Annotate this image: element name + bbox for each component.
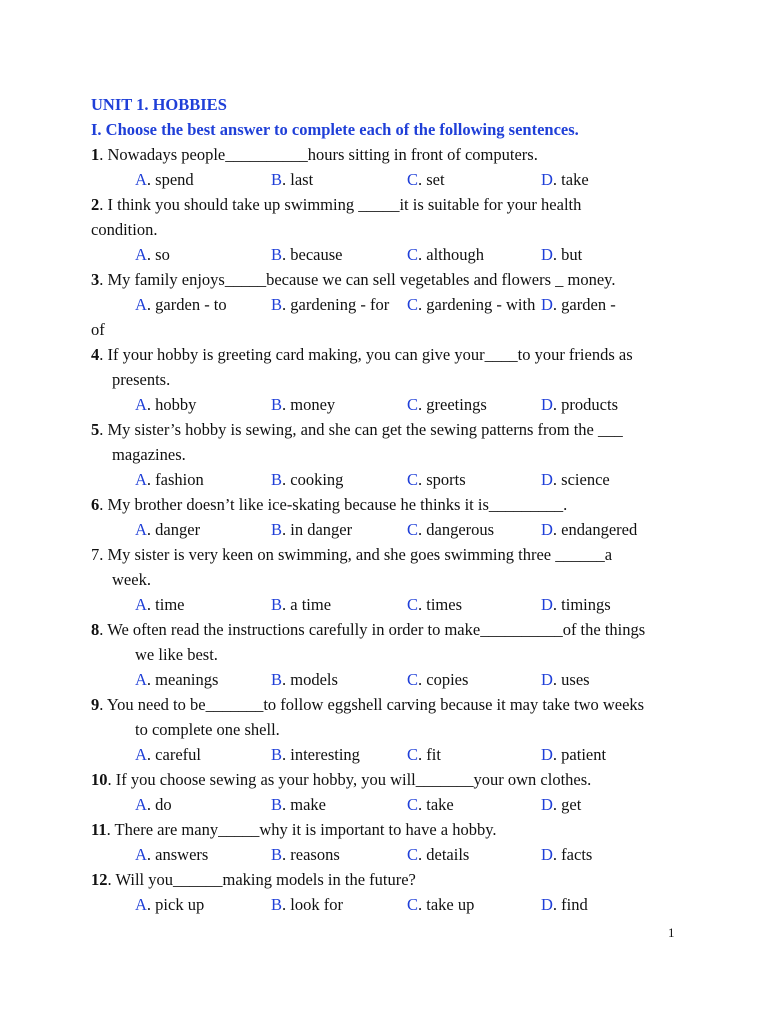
option-text: . set xyxy=(418,170,445,189)
option-d[interactable] xyxy=(541,292,616,317)
option-text: . fashion xyxy=(146,470,204,489)
question-stem xyxy=(0,267,768,292)
question-text xyxy=(91,817,497,842)
option-a[interactable] xyxy=(135,667,218,692)
question-sentence: . We often read the instructions carefully in order to make__________of the things xyxy=(99,620,646,639)
answer-options xyxy=(0,592,768,617)
answer-options xyxy=(0,242,768,267)
question-text xyxy=(91,617,645,642)
option-letter: C xyxy=(407,295,419,314)
question-continuation: presents. xyxy=(112,370,171,389)
question-number: 4 xyxy=(91,345,100,364)
option-text: . interesting xyxy=(282,745,360,764)
option-text: . find xyxy=(552,895,588,914)
option-continuation: of xyxy=(91,320,105,339)
option-text: . greetings xyxy=(418,395,487,414)
option-letter: C xyxy=(407,245,419,264)
question-stem xyxy=(0,542,768,567)
option-d[interactable] xyxy=(541,467,610,492)
question-sentence: . If you choose sewing as your hobby, you will_______your own clothes. xyxy=(107,770,592,789)
question-stem-continued xyxy=(0,442,768,467)
question-text xyxy=(91,867,416,892)
option-a[interactable] xyxy=(135,842,208,867)
option-b[interactable] xyxy=(271,892,343,917)
option-b[interactable] xyxy=(271,292,389,317)
option-a[interactable] xyxy=(135,292,227,317)
option-d[interactable] xyxy=(541,667,590,692)
option-d[interactable] xyxy=(541,742,606,767)
option-text: . products xyxy=(552,395,618,414)
option-letter: B xyxy=(271,395,283,414)
option-text: . pick up xyxy=(146,895,205,914)
option-d[interactable] xyxy=(541,892,588,917)
option-text: . reasons xyxy=(282,845,340,864)
option-b[interactable] xyxy=(271,517,352,542)
unit-title: UNIT 1. HOBBIES xyxy=(91,95,227,114)
section-title: I. Choose the best answer to complete each of the following sentences. xyxy=(91,120,579,139)
option-letter: D xyxy=(541,470,553,489)
option-text: . hobby xyxy=(146,395,197,414)
option-letter: A xyxy=(135,470,147,489)
question-number: 7 xyxy=(91,545,100,564)
option-text: . times xyxy=(418,595,463,614)
option-b[interactable] xyxy=(271,467,343,492)
option-b[interactable] xyxy=(271,392,335,417)
option-letter: D xyxy=(541,395,553,414)
question-stem xyxy=(0,192,768,217)
option-letter: D xyxy=(541,745,553,764)
option-text: . in danger xyxy=(282,520,353,539)
option-c[interactable] xyxy=(407,842,469,867)
question-number: 9 xyxy=(91,695,100,714)
option-text: . patient xyxy=(552,745,607,764)
option-letter: A xyxy=(135,795,147,814)
option-c[interactable] xyxy=(407,667,468,692)
option-a[interactable] xyxy=(135,467,204,492)
option-letter: A xyxy=(135,170,147,189)
option-letter: C xyxy=(407,520,419,539)
option-letter: D xyxy=(541,670,553,689)
option-b[interactable] xyxy=(271,742,360,767)
option-b[interactable] xyxy=(271,592,331,617)
option-b[interactable] xyxy=(271,167,313,192)
question-sentence: . Will you______making models in the future? xyxy=(107,870,416,889)
question-text xyxy=(91,192,581,217)
option-text: . make xyxy=(282,795,326,814)
option-d[interactable] xyxy=(541,792,581,817)
option-d[interactable] xyxy=(541,842,592,867)
option-letter: C xyxy=(407,470,419,489)
question-sentence: . Nowadays people__________hours sitting in front of computers. xyxy=(99,145,538,164)
option-text: . although xyxy=(418,245,485,264)
option-text: . uses xyxy=(552,670,590,689)
option-a[interactable] xyxy=(135,392,196,417)
option-letter: A xyxy=(135,595,147,614)
question-sentence: . My brother doesn’t like ice-skating because he thinks it is_________. xyxy=(99,495,568,514)
option-text: . time xyxy=(146,595,185,614)
question-text xyxy=(91,492,567,517)
question-continuation: condition. xyxy=(91,220,158,239)
question-sentence: . There are many_____why it is important to have a hobby. xyxy=(106,820,497,839)
option-d[interactable] xyxy=(541,167,589,192)
option-letter: A xyxy=(135,245,147,264)
option-text: . last xyxy=(282,170,314,189)
option-letter: C xyxy=(407,895,419,914)
question-number: 11 xyxy=(91,820,107,839)
option-a[interactable] xyxy=(135,517,200,542)
option-text: . dangerous xyxy=(418,520,495,539)
option-text: . garden - to xyxy=(146,295,227,314)
option-text: . a time xyxy=(282,595,332,614)
option-text: . take up xyxy=(418,895,475,914)
answer-options xyxy=(0,392,768,417)
question-text xyxy=(91,767,591,792)
option-letter: C xyxy=(407,845,419,864)
option-letter: D xyxy=(541,170,553,189)
answer-options xyxy=(0,792,768,817)
option-b[interactable] xyxy=(271,842,340,867)
option-c[interactable] xyxy=(407,167,445,192)
question-stem-continued xyxy=(0,217,768,242)
question-sentence: . My family enjoys_____because we can sell vegetables and flowers _ money. xyxy=(99,270,616,289)
question-text xyxy=(91,692,644,717)
question-stem-continued xyxy=(0,367,768,392)
question-sentence: . My sister is very keen on swimming, and she goes swimming three ______a xyxy=(99,545,613,564)
question-number: 6 xyxy=(91,495,100,514)
question-stem xyxy=(0,142,768,167)
option-letter: B xyxy=(271,595,283,614)
option-letter: C xyxy=(407,795,419,814)
option-text: . gardening - with xyxy=(418,295,536,314)
option-text: . look for xyxy=(282,895,343,914)
option-a[interactable] xyxy=(135,592,185,617)
question-number: 8 xyxy=(91,620,100,639)
option-c[interactable] xyxy=(407,517,494,542)
page-number: 1 xyxy=(668,925,675,940)
option-text: . spend xyxy=(146,170,194,189)
option-letter: C xyxy=(407,395,419,414)
option-a[interactable] xyxy=(135,742,201,767)
option-letter: B xyxy=(271,170,283,189)
question-stem-continued xyxy=(0,717,768,742)
option-text: . details xyxy=(418,845,470,864)
question-number: 12 xyxy=(91,870,108,889)
option-text: . cooking xyxy=(282,470,344,489)
option-text: . careful xyxy=(146,745,201,764)
option-c[interactable] xyxy=(407,742,441,767)
question-continuation: week. xyxy=(112,570,151,589)
option-a[interactable] xyxy=(135,792,172,817)
question-number: 1 xyxy=(91,145,100,164)
question-number: 5 xyxy=(91,420,100,439)
option-text: . models xyxy=(282,670,338,689)
option-letter: B xyxy=(271,745,283,764)
option-letter: A xyxy=(135,520,147,539)
question-stem-continued xyxy=(0,642,768,667)
option-text: . answers xyxy=(146,845,209,864)
option-text: . but xyxy=(552,245,583,264)
question-text xyxy=(91,417,623,442)
question-text xyxy=(91,542,612,567)
answer-options xyxy=(0,667,768,692)
option-letter: B xyxy=(271,845,283,864)
option-c[interactable] xyxy=(407,392,487,417)
question-text xyxy=(91,142,538,167)
answer-options xyxy=(0,742,768,767)
question-stem xyxy=(0,617,768,642)
question-text xyxy=(91,267,616,292)
option-text: . meanings xyxy=(146,670,219,689)
option-text: . do xyxy=(146,795,172,814)
option-text: . gardening - for xyxy=(282,295,390,314)
option-d[interactable] xyxy=(541,242,582,267)
option-continuation-line xyxy=(0,317,768,342)
option-letter: B xyxy=(271,245,283,264)
option-letter: A xyxy=(135,845,147,864)
option-letter: B xyxy=(271,470,283,489)
option-d[interactable] xyxy=(541,592,611,617)
answer-options xyxy=(0,892,768,917)
option-b[interactable] xyxy=(271,242,342,267)
question-stem-continued xyxy=(0,567,768,592)
answer-options xyxy=(0,167,768,192)
question-sentence: . I think you should take up swimming _____it is suitable for your health xyxy=(99,195,582,214)
option-letter: A xyxy=(135,745,147,764)
option-c[interactable] xyxy=(407,892,474,917)
option-c[interactable] xyxy=(407,292,535,317)
question-stem xyxy=(0,692,768,717)
option-b[interactable] xyxy=(271,667,338,692)
option-letter: A xyxy=(135,895,147,914)
question-stem xyxy=(0,417,768,442)
option-letter: C xyxy=(407,670,419,689)
question-text xyxy=(91,342,633,367)
option-b[interactable] xyxy=(271,792,326,817)
option-c[interactable] xyxy=(407,242,484,267)
option-d[interactable] xyxy=(541,517,637,542)
option-a[interactable] xyxy=(135,167,194,192)
answer-options xyxy=(0,467,768,492)
option-text: . endangered xyxy=(552,520,638,539)
option-text: . timings xyxy=(552,595,611,614)
option-d[interactable] xyxy=(541,392,618,417)
question-stem xyxy=(0,767,768,792)
question-number: 2 xyxy=(91,195,100,214)
option-letter: B xyxy=(271,670,283,689)
option-text: . because xyxy=(282,245,343,264)
option-letter: B xyxy=(271,520,283,539)
question-stem xyxy=(0,492,768,517)
question-stem xyxy=(0,817,768,842)
option-text: . copies xyxy=(418,670,469,689)
option-letter: D xyxy=(541,795,553,814)
option-text: . money xyxy=(282,395,336,414)
answer-options xyxy=(0,292,768,317)
option-letter: B xyxy=(271,795,283,814)
option-text: . get xyxy=(552,795,582,814)
question-continuation: we like best. xyxy=(135,645,218,664)
option-c[interactable] xyxy=(407,467,466,492)
answer-options xyxy=(0,517,768,542)
option-letter: B xyxy=(271,895,283,914)
option-letter: D xyxy=(541,845,553,864)
option-letter: A xyxy=(135,395,147,414)
option-letter: A xyxy=(135,670,147,689)
option-text: . danger xyxy=(146,520,201,539)
option-letter: C xyxy=(407,745,419,764)
option-letter: C xyxy=(407,595,419,614)
option-letter: B xyxy=(271,295,283,314)
question-stem xyxy=(0,867,768,892)
question-number: 3 xyxy=(91,270,100,289)
question-stem xyxy=(0,342,768,367)
answer-options xyxy=(0,842,768,867)
option-letter: D xyxy=(541,295,553,314)
section-title-line xyxy=(0,117,768,142)
question-number: 10 xyxy=(91,770,108,789)
option-text: . facts xyxy=(552,845,593,864)
question-continuation: to complete one shell. xyxy=(135,720,280,739)
option-a[interactable] xyxy=(135,242,170,267)
option-text: . take xyxy=(418,795,454,814)
option-letter: D xyxy=(541,895,553,914)
option-letter: C xyxy=(407,170,419,189)
option-letter: A xyxy=(135,295,147,314)
question-sentence: . If your hobby is greeting card making, you can give your____to your friends as xyxy=(99,345,633,364)
option-a[interactable] xyxy=(135,892,204,917)
option-letter: D xyxy=(541,520,553,539)
option-c[interactable] xyxy=(407,592,462,617)
option-text: . fit xyxy=(418,745,441,764)
option-text: . so xyxy=(146,245,170,264)
option-text: . garden - xyxy=(552,295,616,314)
question-sentence: . My sister’s hobby is sewing, and she can get the sewing patterns from the ___ xyxy=(99,420,623,439)
question-continuation: magazines. xyxy=(112,445,186,464)
option-text: . sports xyxy=(418,470,466,489)
option-letter: D xyxy=(541,245,553,264)
option-letter: D xyxy=(541,595,553,614)
unit-title-line xyxy=(0,92,768,117)
option-c[interactable] xyxy=(407,792,454,817)
option-text: . take xyxy=(552,170,589,189)
option-text: . science xyxy=(552,470,610,489)
question-sentence: . You need to be_______to follow eggshell carving because it may take two weeks xyxy=(99,695,645,714)
